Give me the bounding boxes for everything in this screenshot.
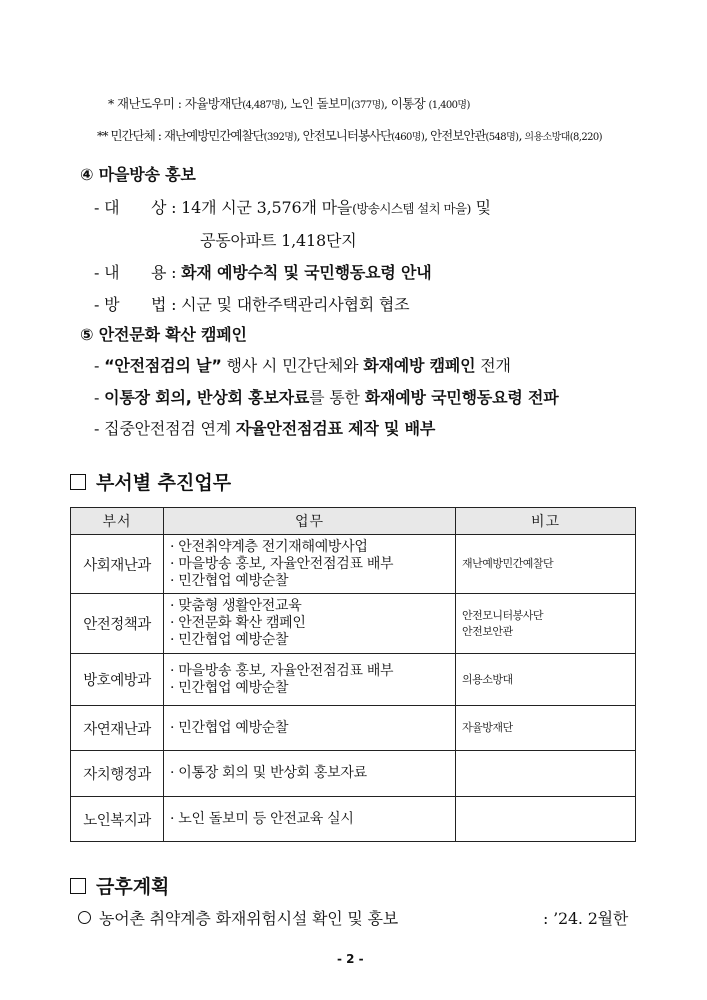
table-row	[71, 706, 636, 751]
checkbox-square-icon	[70, 474, 86, 490]
checkbox-square-icon	[70, 878, 86, 894]
note-cell	[456, 797, 636, 842]
note-disaster-helpers: * 재난도우미 : 자율방재단(4,487명), 노인 돌보미(377명), 이통장 (1,400명)	[108, 96, 470, 111]
section4-title: ④ 마을방송 홍보	[80, 165, 196, 184]
dept-cell: 자연재난과	[71, 706, 164, 751]
header-task: 업무	[164, 508, 456, 535]
header-dept: 부서	[71, 508, 164, 535]
table-row	[71, 535, 636, 594]
section5-title: ⑤ 안전문화 확산 캠페인	[80, 325, 247, 344]
note-cell: 자율방재단	[456, 706, 636, 751]
task-cell: · 노인 돌보미 등 안전교육 실시	[164, 797, 456, 842]
task-cell: · 이통장 회의 및 반상회 홍보자료	[164, 751, 456, 797]
table-row	[71, 751, 636, 797]
dept-cell: 방호예방과	[71, 654, 164, 706]
dept-cell: 노인복지과	[71, 797, 164, 842]
note-cell	[456, 751, 636, 797]
table-row	[71, 654, 636, 706]
task-cell: · 마을방송 홍보, 자율안전점검표 배부 · 민간협업 예방순찰	[164, 654, 456, 706]
note-cell: 재난예방민간예찰단	[456, 535, 636, 594]
section4-target-line2: 공동아파트 1,418단지	[200, 231, 357, 250]
section4-method: - 방 법 : 시군 및 대한주택관리사협회 협조	[94, 295, 410, 314]
table-row	[71, 797, 636, 842]
future-item-due: : ’24. 2월한	[543, 909, 629, 928]
task-cell: · 맞춤형 생활안전교육 · 안전문화 확산 캠페인 · 민간협업 예방순찰	[164, 594, 456, 654]
note-cell: 안전모니터봉사단 안전보안관	[456, 594, 636, 654]
dept-cell: 사회재난과	[71, 535, 164, 594]
section5-item2: - 이통장 회의, 반상회 홍보자료를 통한 화재예방 국민행동요령 전파	[94, 388, 559, 407]
section4-target: - 대 상 : 14개 시군 3,576개 마을(방송시스템 설치 마을) 및	[94, 198, 491, 217]
section4-content: - 내 용 : 화재 예방수칙 및 국민행동요령 안내	[94, 263, 432, 282]
header-note: 비고	[456, 508, 636, 535]
future-item: 농어촌 취약계층 화재위험시설 확인 및 홍보	[78, 906, 398, 929]
table-row	[71, 594, 636, 654]
section5-item1: - “안전점검의 날” 행사 시 민간단체와 화재예방 캠페인 전개	[94, 356, 511, 375]
note-cell: 의용소방대	[456, 654, 636, 706]
section5-item3: - 집중안전점검 연계 자율안전점검표 제작 및 배부	[94, 419, 436, 438]
future-section-title: 금후계획	[70, 872, 169, 899]
dept-task-table	[70, 507, 636, 842]
dept-cell: 자치행정과	[71, 751, 164, 797]
page-number: - 2 -	[337, 952, 364, 966]
note-civil-groups: ** 민간단체 : 재난예방민간예찰단(392명), 안전모니터봉사단(460명), 안전보안관(548명), 의용소방대(8,220)	[97, 128, 602, 143]
dept-cell: 안전정책과	[71, 594, 164, 654]
circle-bullet-icon	[78, 911, 91, 924]
dept-section-title: 부서별 추진업무	[70, 468, 231, 495]
task-cell: · 민간협업 예방순찰	[164, 706, 456, 751]
table-header-row	[71, 508, 636, 535]
task-cell: · 안전취약계층 전기재해예방사업 · 마을방송 홍보, 자율안전점검표 배부 · 민간협업 예방순찰	[164, 535, 456, 594]
